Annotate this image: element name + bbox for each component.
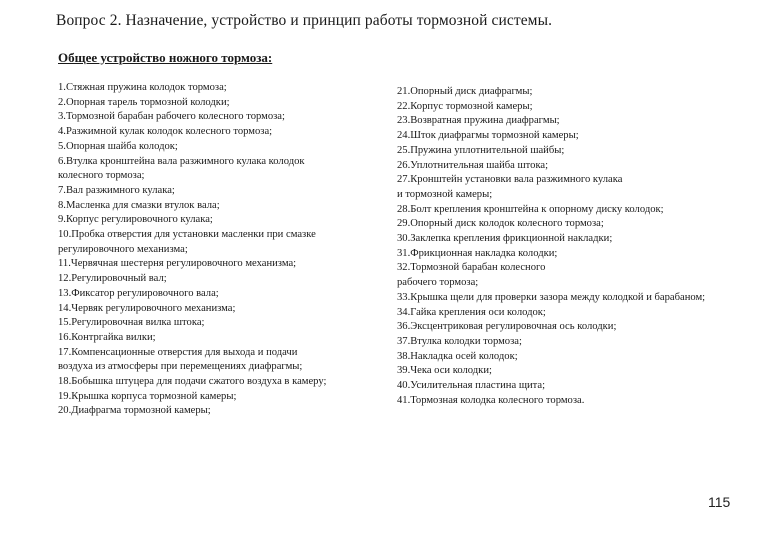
list-item: 27.Кронштейн установки вала разжимного кулака (397, 174, 623, 186)
parts-list-left (58, 81, 326, 419)
list-item: 9.Корпус регулировочного кулака; (58, 214, 213, 226)
list-item: 29.Опорный диск колодок колесного тормоза; (397, 218, 604, 230)
list-item: 36.Эксцентриковая регулировочная ось колодки; (397, 321, 617, 333)
list-item: рабочего тормоза; (397, 277, 479, 289)
list-item: 21.Опорный диск диафрагмы; (397, 86, 533, 97)
list-item: 31.Фрикционная накладка колодки; (397, 247, 558, 259)
parts-list-right (397, 85, 705, 408)
list-item: 32.Тормозной барабан колесного (397, 262, 546, 274)
list-item: 33.Крышка щели для проверки зазора между колодкой и барабаном; (397, 291, 706, 303)
list-item: 16.Контргайка вилки; (58, 331, 156, 343)
list-item: 38.Накладка осей колодок; (397, 350, 518, 362)
document-title: Вопрос 2. Назначение, устройство и принцип работы тормозной системы. (56, 12, 553, 29)
list-item: 14.Червяк регулировочного механизма; (58, 302, 236, 314)
list-item: 8.Масленка для смазки втулок вала; (58, 199, 220, 211)
list-item: 15.Регулировочная вилка штока; (58, 317, 205, 329)
list-item: 17.Компенсационные отверстия для выхода и подачи (58, 346, 298, 358)
list-item: 13.Фиксатор регулировочного вала; (58, 287, 219, 299)
list-item: 12.Регулировочный вал; (58, 273, 167, 285)
list-item: 4.Разжимной кулак колодок колесного тормоза; (58, 126, 273, 138)
list-item: 40.Усилительная пластина щита; (397, 380, 546, 392)
list-item: 25.Пружина уплотнительной шайбы; (397, 144, 565, 156)
list-item: 22.Корпус тормозной камеры; (397, 100, 533, 112)
list-item: 26.Уплотнительная шайба штока; (397, 159, 549, 171)
list-item: воздуха из атмосферы при перемещениях диафрагмы; (58, 361, 303, 373)
page-number: 115 (708, 494, 731, 510)
list-item: 1.Стяжная пружина колодок тормоза; (58, 82, 227, 93)
list-item: 23.Возвратная пружина диафрагмы; (397, 115, 560, 127)
list-item: 7.Вал разжимного кулака; (58, 184, 175, 196)
list-item: 6.Втулка кронштейна вала разжимного кулака колодок (58, 155, 305, 167)
list-item: 30.Заклепка крепления фрикционной накладки; (397, 233, 613, 245)
list-item: 19.Крышка корпуса тормозной камеры; (58, 390, 237, 402)
list-item: 37.Втулка колодки тормоза; (397, 335, 522, 347)
list-item: 11.Червячная шестерня регулировочного механизма; (58, 258, 297, 270)
section-subtitle: Общее устройство ножного тормоза: (58, 50, 273, 65)
list-item: 10.Пробка отверстия для установки масленки при смазке (58, 229, 316, 241)
list-item: 24.Шток диафрагмы тормозной камеры; (397, 130, 579, 142)
list-item: 18.Бобышка штуцера для подачи сжатого воздуха в камеру; (58, 376, 327, 388)
list-item: колесного тормоза; (58, 170, 145, 182)
list-item: 34.Гайка крепления оси колодок; (397, 306, 546, 318)
list-item: и тормозной камеры; (397, 188, 493, 200)
list-item: 39.Чека оси колодки; (397, 365, 492, 377)
list-item: 41.Тормозная колодка колесного тормоза. (397, 394, 585, 406)
list-item: 3.Тормозной барабан рабочего колесного тормоза; (58, 111, 285, 123)
list-item: 20.Диафрагма тормозной камеры; (58, 405, 211, 417)
list-item: 5.Опорная шайба колодок; (58, 140, 178, 152)
list-item: 2.Опорная тарель тормозной колодки; (58, 96, 230, 108)
list-item: 28.Болт крепления кронштейна к опорному диску колодок; (397, 203, 664, 215)
list-item: регулировочного механизма; (58, 243, 188, 255)
